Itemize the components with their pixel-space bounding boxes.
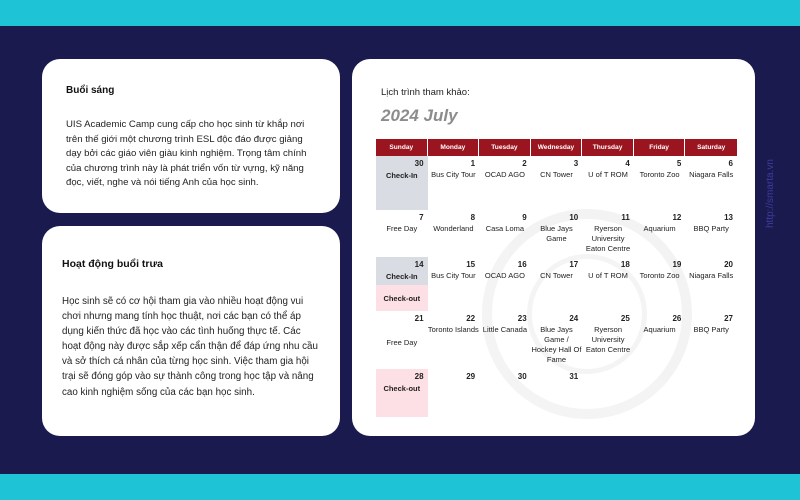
day-number: 24 xyxy=(569,314,579,323)
calendar-cell xyxy=(376,210,428,257)
activity-label: Aquarium xyxy=(643,325,676,334)
day-number: 13 xyxy=(724,213,733,222)
calendar-cell xyxy=(479,210,531,257)
activity-label: U of T ROM xyxy=(588,170,628,179)
day-number: 8 xyxy=(470,213,476,222)
day-number: 9 xyxy=(522,213,527,222)
calendar-cell-checkout xyxy=(376,369,428,417)
day-number: 11 xyxy=(621,213,630,222)
calendar-cell xyxy=(531,369,583,417)
calendar-cell xyxy=(634,210,686,257)
activity-label: Toronto Islands xyxy=(427,325,479,334)
day-number: 15 xyxy=(466,260,476,269)
activity-label: OCAD AGO xyxy=(484,271,525,280)
activity-label: CN Tower xyxy=(540,271,573,280)
day-number: 3 xyxy=(573,159,579,168)
activity-label: BBQ Party xyxy=(693,224,729,233)
calendar-cell-checkin-checkout xyxy=(376,257,428,311)
calendar-cell xyxy=(582,156,634,210)
calendar-cell xyxy=(376,311,428,369)
activity-label: OCAD AGO xyxy=(484,170,525,179)
activity-label: CN Tower xyxy=(540,170,573,179)
weekday-tuesday: Tuesday xyxy=(479,139,531,156)
checkout-label: Check-out xyxy=(383,294,421,303)
activity-label: Toronto Zoo xyxy=(639,271,680,280)
day-number: 30 xyxy=(414,159,424,168)
day-number: 4 xyxy=(625,159,630,168)
day-number: 27 xyxy=(724,314,733,323)
calendar-cell xyxy=(685,210,737,257)
afternoon-body: Học sinh sẽ có cơ hội tham gia vào nhiều hoạt động vui chơi nhưng mang tính học thuật, nơi các bạn có thể áp dụng kiến thức đã học vào các tình huống thực tế. Các hoạt động này được sắp xếp cẩn thận để đáp ứng nhu cầu và sở thích cá nhân của từng học sinh. Việc tham gia hội trại sẽ đóng góp vào sự thành công trong học tập và nâng cao kinh nghiệm sống của các bạn học sinh. xyxy=(62,296,318,398)
activity-label: Free Day xyxy=(386,338,418,347)
day-number: 29 xyxy=(466,372,476,381)
calendar-card xyxy=(352,59,755,436)
calendar-heading: Lịch trình tham khảo: xyxy=(381,87,470,98)
day-number: 6 xyxy=(728,159,733,168)
morning-card xyxy=(42,59,340,213)
activity-label: Blue Jays Game / Hockey Hall Of Fame xyxy=(531,325,582,364)
afternoon-card xyxy=(42,226,340,436)
calendar-cell xyxy=(582,311,634,369)
activity-label: Ryerson University Eaton Centre xyxy=(585,325,631,354)
activity-label: Toronto Zoo xyxy=(639,170,680,179)
day-number: 2 xyxy=(522,159,527,168)
day-number: 28 xyxy=(414,372,424,381)
day-number: 30 xyxy=(517,372,527,381)
afternoon-title: Hoạt động buổi trưa xyxy=(62,258,163,270)
calendar-cell xyxy=(531,210,583,257)
day-number: 5 xyxy=(676,159,682,168)
calendar-month: 2024 July xyxy=(381,106,458,125)
activity-label: Niagara Falls xyxy=(689,170,734,179)
weekday-monday: Monday xyxy=(428,139,480,156)
day-number: 10 xyxy=(569,213,579,222)
calendar-cell xyxy=(479,156,531,210)
day-number: 7 xyxy=(419,213,424,222)
calendar-cell-checkin xyxy=(376,156,428,210)
calendar-week-5 xyxy=(376,369,737,417)
activity-label: Casa Loma xyxy=(485,224,525,233)
calendar-cell xyxy=(582,257,634,311)
calendar-cell xyxy=(634,311,686,369)
calendar-week-4 xyxy=(376,311,737,369)
weekday-sunday: Sunday xyxy=(376,139,428,156)
calendar-cell xyxy=(428,311,480,369)
activity-label: Niagara Falls xyxy=(689,271,734,280)
calendar-cell xyxy=(685,257,737,311)
activity-label: Blue Jays Game xyxy=(540,224,573,243)
day-number: 20 xyxy=(724,260,733,269)
calendar-week-2 xyxy=(376,210,737,257)
day-number: 19 xyxy=(672,260,682,269)
day-number: 21 xyxy=(414,314,424,323)
calendar-cell xyxy=(582,369,634,417)
calendar-cell xyxy=(634,369,686,417)
checkout-label: Check-out xyxy=(383,384,421,393)
weekday-header-row xyxy=(376,139,737,156)
calendar-cell xyxy=(685,369,737,417)
calendar-cell xyxy=(685,156,737,210)
day-number: 16 xyxy=(517,260,527,269)
calendar-cell xyxy=(479,311,531,369)
activity-label: Wonderland xyxy=(433,224,474,233)
activity-label: Little Canada xyxy=(482,325,527,334)
day-number: 31 xyxy=(569,372,579,381)
activity-label: Ryerson University Eaton Centre xyxy=(585,224,631,253)
weekday-friday: Friday xyxy=(634,139,686,156)
calendar-cell xyxy=(479,257,531,311)
morning-body: UIS Academic Camp cung cấp cho học sinh từ khắp nơi trên thế giới một chương trình ESL độc đáo được giảng dạy bởi các giáo viên giàu kinh nghiệm. Trọng tâm chính của chương trình này là phát triển vốn từ vựng, kỹ năng đọc, viết, nghe và nói tiếng Anh của học sinh. xyxy=(66,119,307,189)
calendar-cell xyxy=(428,257,480,311)
calendar-cell xyxy=(531,311,583,369)
weekday-thursday: Thursday xyxy=(582,139,634,156)
calendar-cell xyxy=(531,156,583,210)
day-number: 1 xyxy=(470,159,476,168)
calendar-week-1 xyxy=(376,156,737,210)
morning-title: Buổi sáng xyxy=(66,85,115,96)
day-number: 22 xyxy=(466,314,476,323)
activity-label: Free Day xyxy=(386,224,418,233)
calendar-cell xyxy=(531,257,583,311)
checkout-box xyxy=(376,285,428,311)
activity-label: Bus City Tour xyxy=(431,271,476,280)
weekday-saturday: Saturday xyxy=(685,139,737,156)
bottom-accent-band xyxy=(0,474,800,500)
calendar-cell xyxy=(479,369,531,417)
calendar-cell xyxy=(582,210,634,257)
calendar-grid xyxy=(376,139,737,417)
day-number: 26 xyxy=(672,314,682,323)
calendar-week-3 xyxy=(376,257,737,311)
activity-label: Bus City Tour xyxy=(431,170,476,179)
calendar-cell xyxy=(428,156,480,210)
weekday-wednesday: Wednesday xyxy=(531,139,583,156)
activity-label: BBQ Party xyxy=(693,325,729,334)
top-accent-band xyxy=(0,0,800,26)
calendar-cell xyxy=(634,156,686,210)
activity-label: U of T ROM xyxy=(588,271,628,280)
activity-label: Aquarium xyxy=(643,224,676,233)
side-url-watermark: http://smarta.vn xyxy=(765,159,776,228)
day-number: 17 xyxy=(569,260,579,269)
day-number: 14 xyxy=(414,260,424,269)
day-number: 23 xyxy=(517,314,527,323)
day-number: 25 xyxy=(620,314,630,323)
checkin-label: Check-In xyxy=(385,272,418,281)
day-number: 18 xyxy=(620,260,630,269)
day-number: 12 xyxy=(672,213,682,222)
calendar-cell xyxy=(428,210,480,257)
calendar-cell xyxy=(685,311,737,369)
checkin-label: Check-In xyxy=(385,171,418,180)
calendar-cell xyxy=(634,257,686,311)
calendar-cell xyxy=(428,369,480,417)
